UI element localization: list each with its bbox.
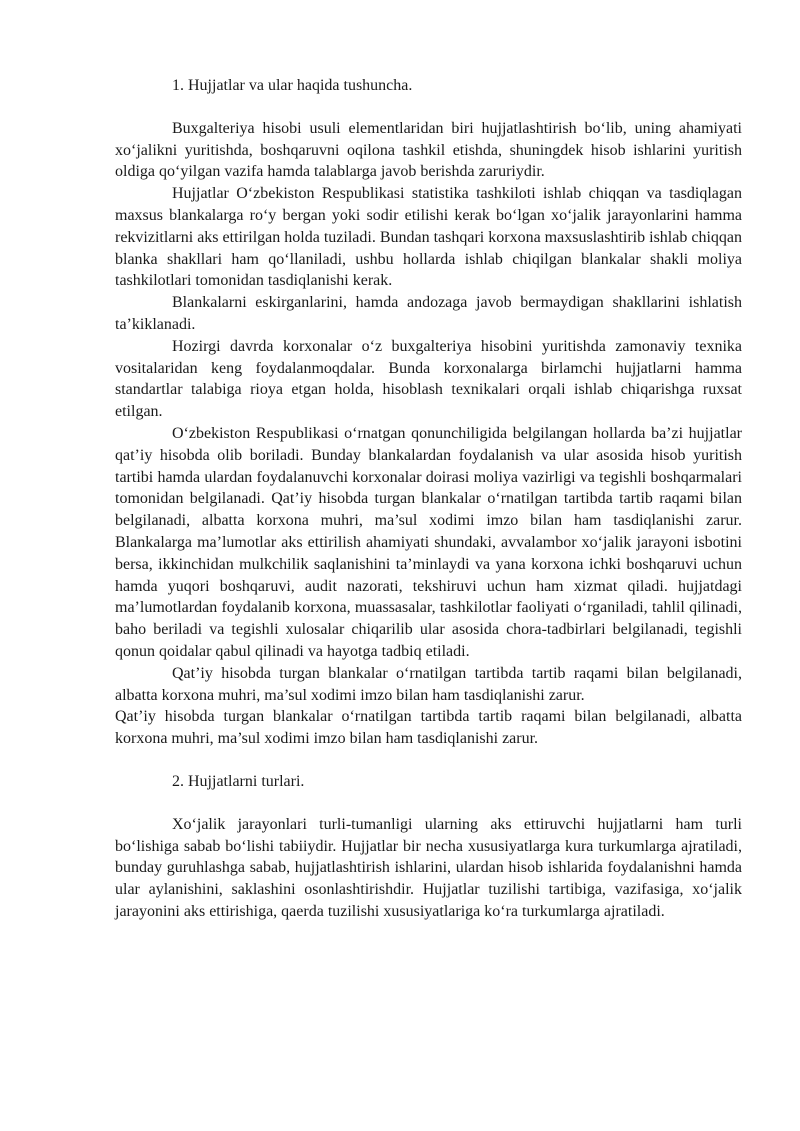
section-heading-2: 2. Hujjatlarni turlari.	[172, 772, 305, 790]
section-heading-1: 1. Hujjatlar va ular haqida tushuncha.	[172, 77, 413, 94]
paragraph: Xo‘jalik jarayonlari turli-tumanligi ularning aks ettiruvchi hujjatlarni ham turli bo‘lishiga sabab bo‘lishi tabiiydir. Hujjatlar bir necha xususiyatlarga kura turkumlarga ajratiladi, bunday guruhlashga sabab, hujjatlashtirish ishlarini, ulardan hisob ishlarida foydalanishni hamda ular aylanishini, saklashini osonlashtirishdir. Hujjatlar tuzilishi tartibiga, vazifasiga, xo‘jalik jarayonini aks ettirishiga, qaerda tuzilishi xususiyatlariga ko‘ra turkumlarga ajratiladi.	[115, 815, 742, 920]
document-body	[115, 75, 742, 923]
paragraph: O‘zbekiston Respublikasi o‘rnatgan qonunchiligida belgilangan hollarda ba’zi hujjatlar qat’iy hisobda olib boriladi. Bunday blankalardan foydalanish va ular asosida hisob yuritish tartibi hamda ulardan foydalanuvchi korxonalar doirasi moliya vazirligi va tegishli boshqarmalari tomonidan belgilanadi. Qat’iy hisobda turgan blankalar o‘rnatilgan tartibda tartib raqami bilan belgilanadi, albatta korxona muhri, ma’sul xodimi imzo bilan ham tasdiqlanishi zarur. Blankalarga ma’lumotlar aks ettirilish ahamiyati shundaki, avvalambor xo‘jalik jarayoni isbotini bersa, ikkinchidan mulkchilik saqlanishini ta’minlaydi va yana korxona ichki boshqaruvi uchun hamda yuqori boshqaruvi, audit nazorati, tekshiruvi uchun ham xizmat qiladi. hujjatdagi ma’lumotlardan foydalanib korxona, muassasalar, tashkilotlar faoliyati o‘rganiladi, tahlil qilinadi, baho beriladi va tegishli xulosalar chiqarilib ular asosida chora-tadbirlari belgilanadi, tegishli qonun qoidalar qabul qilinadi va hayotga tadbiq etiladi.	[115, 424, 742, 660]
paragraph-unindented: Qat’iy hisobda turgan blankalar o‘rnatilgan tartibda tartib raqami bilan belgilanadi, albatta korxona muhri, ma’sul xodimi imzo bilan ham tasdiqlanishi zarur.	[115, 708, 742, 748]
paragraph: Qat’iy hisobda turgan blankalar o‘rnatilgan tartibda tartib raqami bilan belgilanadi, albatta korxona muhri, ma’sul xodimi imzo bilan ham tasdiqlanishi zarur.	[115, 664, 742, 704]
paragraph: Blankalarni eskirganlarini, hamda andozaga javob bermaydigan shakllarini ishlatish ta’kiklanadi.	[115, 294, 742, 333]
paragraph: Hujjatlar O‘zbekiston Respublikasi statistika tashkiloti ishlab chiqqan va tasdiqlagan maxsus blankalarga ro‘y bergan yoki sodir etilishi kerak bo‘lgan xo‘jalik jarayonlarini hamma rekvizitlarni aks ettirilgan holda tuziladi. Bundan tashqari korxona maxsuslashtirib ishlab chiqqan blanka shakllari ham qo‘llaniladi, ushbu hollarda ishlab chiqilgan blankalar shakli moliya tashkilotlari tomonidan tasdiqlanishi kerak.	[115, 185, 742, 290]
paragraph: Hozirgi davrda korxonalar o‘z buxgalteriya hisobini yuritishda zamonaviy texnika vositalaridan keng foydalanmoqdalar. Bunda korxonalarga birlamchi hujjatlarni hamma standartlar talabiga rioya etgan holda, hisoblash texnikalari orqali ishlab chiqarishga ruxsat etilgan.	[115, 337, 742, 421]
paragraph: Buxgalteriya hisobi usuli elementlaridan biri hujjatlashtirish bo‘lib, uning ahamiyati xo‘jalikni yuritishda, boshqaruvni oqilona tashkil etishda, shuningdek hisob ishlarini yuritish oldiga qo‘yilgan vazifa hamda talablarga javob berishda zaruriydir.	[115, 119, 742, 181]
